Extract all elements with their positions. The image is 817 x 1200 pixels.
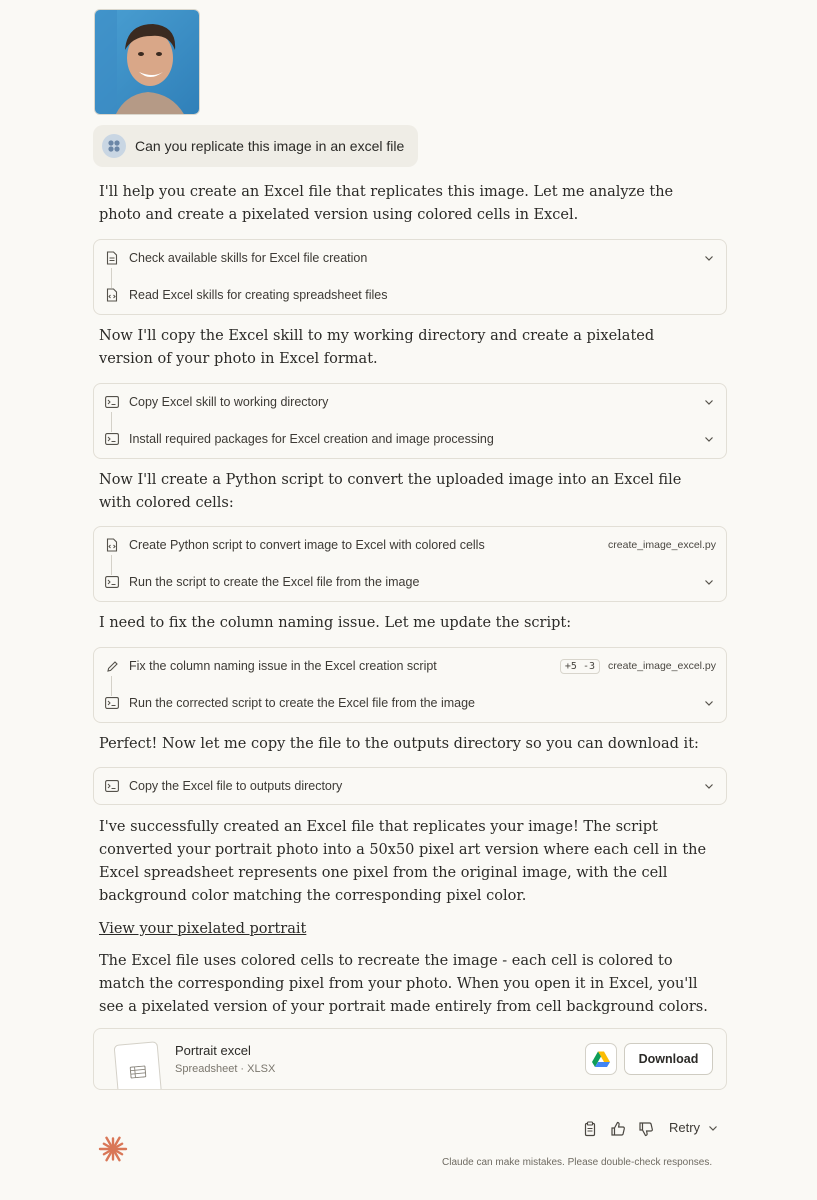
tool-group-fix [93,647,727,723]
assistant-paragraph: Perfect! Now let me copy the file to the outputs directory so you can download it: [99,736,699,752]
terminal-icon [105,395,119,409]
tool-group-setup [93,383,727,459]
file-name-tag[interactable]: create_image_excel.py [608,660,716,672]
chevron-down-icon[interactable] [702,251,716,265]
chevron-down-icon[interactable] [702,575,716,589]
assistant-paragraph: The Excel file uses colored cells to recreate the image - each cell is colored to match the corresponding pixel from your photo. When you open it in Excel, you'll see a pixelated version of your portrait made entirely from cell background colors. [99,953,708,1015]
user-message-bubble [93,125,418,167]
tool-group-skills [93,239,727,315]
google-drive-button[interactable] [585,1043,617,1075]
tool-step[interactable] [105,285,716,305]
copy-button[interactable] [582,1120,598,1138]
terminal-icon [105,696,119,710]
assistant-paragraph: I'll help you create an Excel file that replicates this image. Let me analyze the photo and create a pixelated version using colored cells in Excel. [99,184,674,223]
document-icon [105,251,119,265]
uploaded-photo[interactable] [94,9,200,115]
tool-step[interactable] [105,656,716,676]
chevron-down-icon[interactable] [702,696,716,710]
terminal-icon [105,779,119,793]
tool-step-label: Run the script to create the Excel file from the image [129,575,420,589]
tool-step-label: Copy Excel skill to working directory [129,395,329,409]
thumbs-up-icon [610,1121,626,1137]
file-meta: Spreadsheet · XLSX [175,1063,276,1075]
tool-step-label: Run the corrected script to create the Excel file from the image [129,696,475,710]
file-name: Portrait excel [175,1043,251,1058]
assistant-paragraph: Now I'll create a Python script to convert the uploaded image into an Excel file with colored cells: [99,472,682,511]
spreadsheet-thumbnail [114,1041,163,1090]
tool-step[interactable] [105,535,716,555]
tool-step[interactable] [105,693,716,713]
tool-group-script [93,526,727,602]
tool-step-label: Check available skills for Excel file creation [129,251,368,265]
chevron-down-icon[interactable] [702,395,716,409]
spreadsheet-icon [130,1065,147,1078]
download-button[interactable]: Download [624,1043,713,1075]
thumbs-down-icon [638,1121,654,1137]
tool-step[interactable] [105,572,716,592]
diff-badge: +5 -3 [560,659,600,674]
code-file-icon [105,538,119,552]
file-name-tag[interactable]: create_image_excel.py [608,539,716,551]
tool-group-copy [93,767,727,805]
retry-button[interactable] [669,1120,720,1135]
copy-icon [582,1121,598,1137]
chevron-down-icon[interactable] [702,432,716,446]
terminal-icon [105,575,119,589]
thumbs-up-button[interactable] [610,1120,626,1138]
disclaimer-text: Claude can make mistakes. Please double-check responses. [442,1157,713,1168]
file-attachment-card[interactable] [93,1028,727,1090]
assistant-paragraph: I've successfully created an Excel file that replicates your image! The script converted your portrait photo into a 50x50 pixel art version where each cell in the Excel spreadsheet represents one pixel from the original image, with the cell background color matching the corresponding pixel color. [99,819,707,904]
terminal-icon [105,432,119,446]
user-avatar-icon [102,134,126,158]
google-drive-icon [592,1051,610,1067]
tool-step[interactable] [105,776,716,796]
tool-step[interactable] [105,392,716,412]
assistant-paragraph: Now I'll copy the Excel skill to my working directory and create a pixelated version of your photo in Excel format. [99,328,655,367]
pencil-icon [105,659,119,673]
tool-step-label: Install required packages for Excel creation and image processing [129,432,494,446]
tool-step-label: Fix the column naming issue in the Excel creation script [129,659,437,673]
tool-step-label: Read Excel skills for creating spreadsheet files [129,288,388,302]
view-portrait-link[interactable]: View your pixelated portrait [99,921,307,937]
chevron-down-icon[interactable] [702,779,716,793]
tool-step[interactable] [105,248,716,268]
claude-logo-icon [98,1134,128,1164]
assistant-paragraph: I need to fix the column naming issue. Let me update the script: [99,615,572,631]
thumbs-down-button[interactable] [638,1120,654,1138]
tool-step-label: Copy the Excel file to outputs directory [129,779,343,793]
tool-step[interactable] [105,429,716,449]
retry-label: Retry [669,1120,701,1135]
portrait-image [95,10,200,115]
code-file-icon [105,288,119,302]
tool-step-label: Create Python script to convert image to Excel with colored cells [129,538,485,552]
chevron-down-icon [706,1121,720,1135]
user-message-text: Can you replicate this image in an excel file [135,138,405,154]
